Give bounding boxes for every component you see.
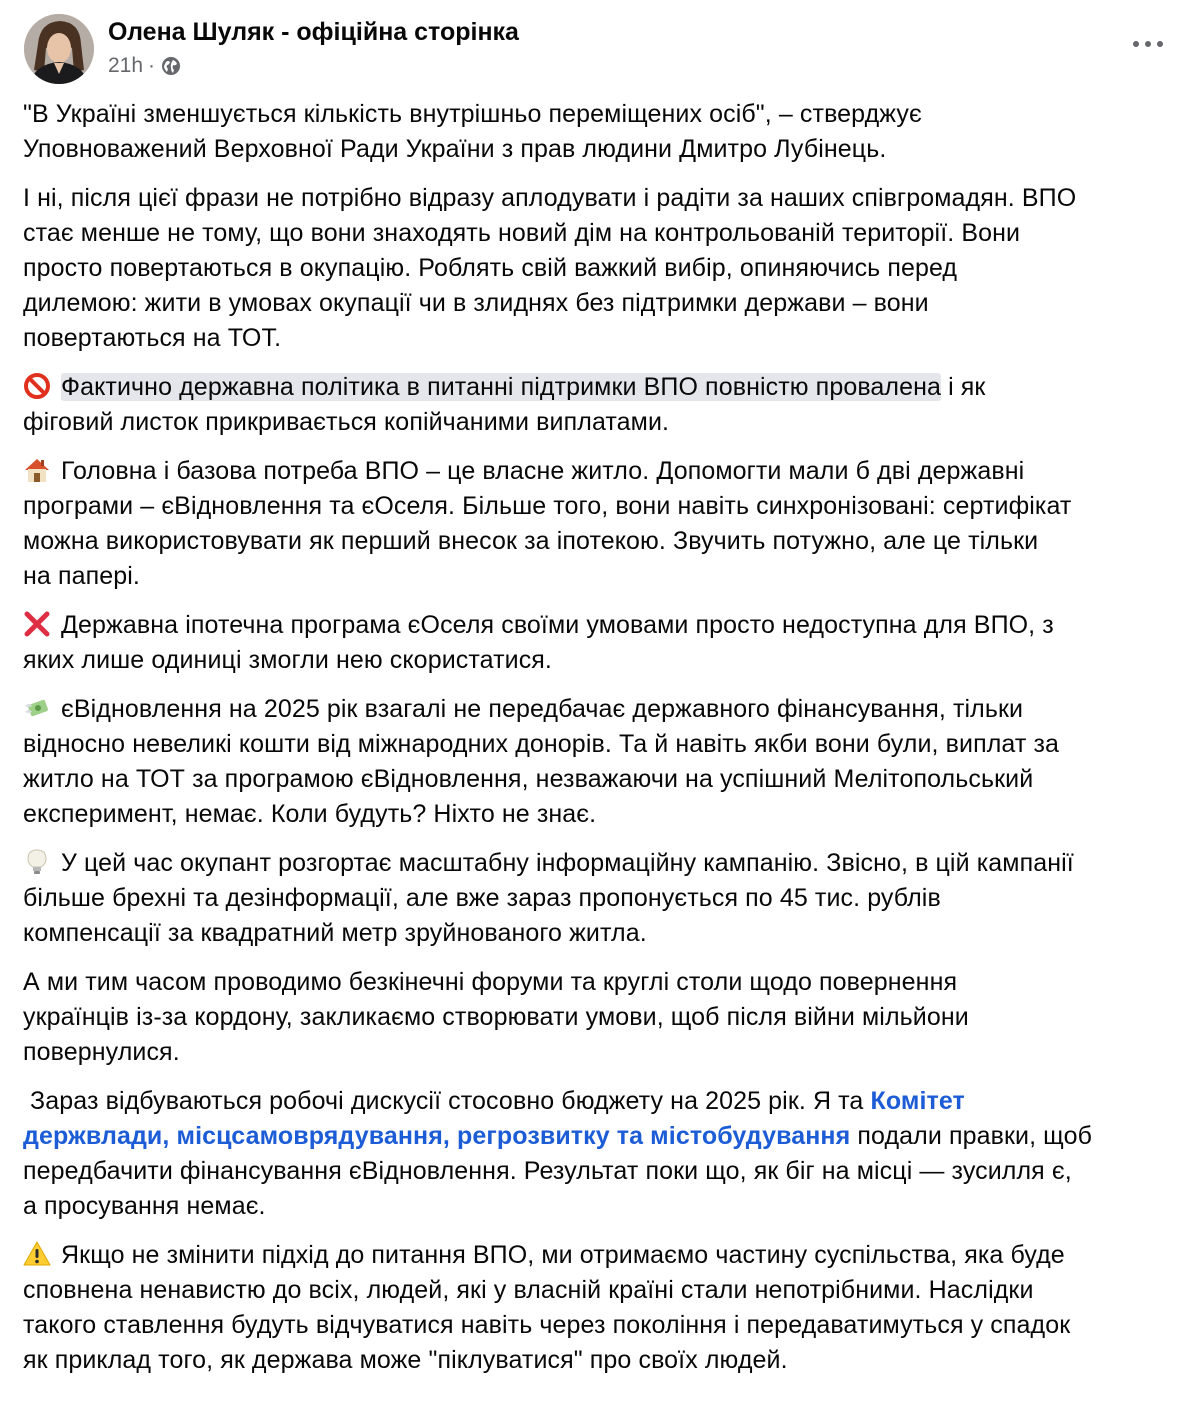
text-line: програми – єВідновлення та єОселя. Більше того, вони навіть синхронізовані: сертифікат [23, 492, 1072, 520]
committee-link[interactable]: держвлади, місцсамоврядування, регрозвитку та містобудування [23, 1122, 851, 1150]
paragraph-7 [23, 846, 1183, 951]
paragraph-9 [23, 1084, 1183, 1224]
paragraph-8 [23, 965, 1183, 1070]
text-line: Уповноважений Верховної Ради України з прав людини Дмитро Лубінець. [23, 135, 887, 163]
text-line: українців із-за кордону, закликаємо створювати умови, щоб після війни мільйони [23, 1003, 969, 1031]
committee-link[interactable]: Комітет [870, 1087, 965, 1115]
money-with-wings-icon [23, 694, 51, 722]
text-line: експеримент, немає. Коли будуть? Ніхто не знає. [23, 800, 597, 828]
post-body [23, 97, 1183, 1392]
cross-mark-icon [23, 610, 51, 638]
paragraph-6 [23, 692, 1183, 832]
text-line [23, 454, 1183, 489]
text-line: дилемою: жити в умовах окупації чи в злиднях без підтримки держави – вони [23, 289, 929, 317]
text-line [23, 846, 1183, 881]
text-line [23, 1119, 1183, 1154]
paragraph-1 [23, 97, 1183, 167]
post-meta [108, 52, 181, 80]
avatar[interactable] [24, 14, 94, 84]
text-line: передбачити фінансування єВідновлення. Результат поки що, як біг на місці — зусилля є, [23, 1157, 1072, 1185]
house-icon [23, 456, 51, 484]
text-segment: Якщо не змінити підхід до питання ВПО, ми отримаємо частину суспільства, яка буде [61, 1241, 1065, 1269]
light-bulb-icon [23, 848, 51, 876]
more-options-icon[interactable] [1130, 32, 1166, 56]
text-line [23, 370, 1183, 405]
text-line: А ми тим часом проводимо безкінечні форуми та круглі столи щодо повернення [23, 968, 958, 996]
text-line: компенсації за квадратний метр зруйнованого житла. [23, 919, 647, 947]
text-line: сповнена ненавистю до всіх, людей, які у власній країні стали непотрібними. Наслідки [23, 1276, 1034, 1304]
text-segment: У цей час окупант розгортає масштабну інформаційну кампанію. Звісно, в цій кампанії [61, 849, 1074, 877]
text-line: І ні, після цієї фрази не потрібно відразу аплодувати і радіти за наших співгромадян. ВПО [23, 184, 1077, 212]
text-line: як приклад того, як держава може "піклуватися" про своїх людей. [23, 1346, 788, 1374]
text-segment: Зараз відбуваються робочі дискусії стосовно бюджету на 2025 рік. Я та [23, 1087, 871, 1115]
text-line: просто повертаються в окупацію. Роблять свій важкий вибір, опиняючись перед [23, 254, 958, 282]
text-segment: подали правки, щоб [850, 1122, 1092, 1150]
text-line: можна використовувати як перший внесок за іпотекою. Звучить потужно, але це тільки [23, 527, 1039, 555]
text-line: повернулися. [23, 1038, 180, 1066]
text-line: яких лише одиниці змогли нею скористатися. [23, 646, 552, 674]
paragraph-10 [23, 1238, 1183, 1378]
avatar-photo [24, 14, 94, 84]
text-line: житло на ТОТ за програмою єВідновлення, незважаючи на успішний Мелітопольський [23, 765, 1034, 793]
globe-icon[interactable] [161, 56, 181, 76]
paragraph-5 [23, 608, 1183, 678]
text-segment: Державна іпотечна програма єОселя своїми умовами просто недоступна для ВПО, з [61, 611, 1054, 639]
text-line: а просування немає. [23, 1192, 266, 1220]
text-line [23, 692, 1183, 727]
meta-separator: · [148, 54, 156, 77]
text-line: "В Україні зменшується кількість внутрішньо переміщених осіб", – стверджує [23, 100, 922, 128]
text-line: більше брехні та дезінформації, але вже зараз пропонується по 45 тис. рублів [23, 884, 941, 912]
text-segment: Головна і базова потреба ВПО – це власне житло. Допомогти мали б дві державні [61, 457, 1025, 485]
paragraph-2 [23, 181, 1183, 356]
text-line: повертаються на ТОТ. [23, 324, 282, 352]
highlighted-text: Фактично державна політика в питанні підтримки ВПО повністю провалена [61, 373, 942, 401]
text-segment: і як [941, 373, 986, 401]
paragraph-4 [23, 454, 1183, 594]
text-segment: єВідновлення на 2025 рік взагалі не передбачає державного фінансування, тільки [61, 695, 1024, 723]
text-line: на папері. [23, 562, 140, 590]
text-line: відносно невеликі кошти від міжнародних донорів. Та й навіть якби вони були, виплат за [23, 730, 1060, 758]
paragraph-3 [23, 370, 1183, 440]
text-line [23, 1084, 1183, 1119]
author-name[interactable]: Олена Шуляк - офіційна сторінка [108, 18, 519, 46]
text-line [23, 1238, 1183, 1273]
post-time[interactable]: 21h [108, 54, 144, 77]
text-line: фіговий листок прикривається копійчаними виплатами. [23, 408, 670, 436]
text-line: стає менше не тому, що вони знаходять новий дім на контрольованій території. Вони [23, 219, 1021, 247]
warning-icon [23, 1240, 51, 1268]
text-line [23, 608, 1183, 643]
post-header [24, 14, 1176, 84]
prohibited-icon [23, 372, 51, 400]
text-line: такого ставлення будуть відчуватися навіть через покоління і передаватимуться у спадок [23, 1311, 1071, 1339]
